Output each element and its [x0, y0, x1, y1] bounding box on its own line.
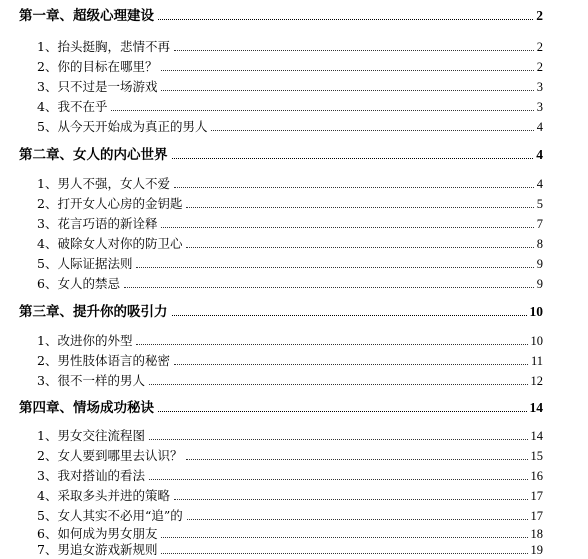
section-title: 7、男追女游戏新规则 [37, 542, 158, 557]
dot-leader [124, 287, 534, 288]
section-title: 2、你的目标在哪里？ [37, 59, 158, 74]
section-title: 5、女人其实不必用“追”的 [37, 508, 183, 523]
section-title: 3、只不过是一场游戏 [37, 79, 158, 94]
toc-section[interactable] [0, 232, 588, 252]
chapter-title: 第一章、超级心理建设 [19, 8, 154, 24]
page-number: 2 [536, 40, 543, 54]
toc-section[interactable] [0, 464, 588, 484]
section-title: 1、改进你的外型 [37, 333, 133, 348]
toc-section[interactable] [0, 349, 588, 369]
dot-leader [158, 411, 527, 412]
chapter-title: 第三章、提升你的吸引力 [19, 304, 168, 320]
section-title: 2、女人要到哪里去认识？ [37, 448, 183, 463]
page-number: 18 [530, 527, 543, 541]
dot-leader [174, 364, 528, 365]
page-number: 10 [529, 304, 543, 319]
page-number: 17 [530, 489, 543, 503]
toc-section[interactable] [0, 444, 588, 464]
dot-leader [186, 459, 527, 460]
dot-leader [111, 110, 533, 111]
toc-section[interactable] [0, 504, 588, 524]
page-number: 2 [536, 60, 543, 74]
dot-leader [136, 344, 527, 345]
dot-leader [149, 439, 528, 440]
toc-section[interactable] [0, 424, 588, 444]
chapter-title: 第二章、女人的内心世界 [19, 147, 168, 163]
section-title: 1、抬头挺胸，悲情不再 [37, 39, 170, 54]
dot-leader [187, 519, 528, 520]
toc-chapter-2[interactable] [0, 143, 588, 163]
section-title: 4、我不在乎 [37, 99, 108, 114]
section-title: 3、很不一样的男人 [37, 373, 145, 388]
page-number: 5 [536, 197, 543, 211]
page-number: 8 [536, 237, 543, 251]
dot-leader [149, 479, 528, 480]
page-number: 3 [536, 80, 543, 94]
dot-leader [161, 553, 527, 554]
toc-section[interactable] [0, 115, 588, 135]
dot-leader [186, 247, 533, 248]
toc-section[interactable] [0, 272, 588, 292]
section-title: 3、花言巧语的新诠释 [37, 216, 158, 231]
page-number: 7 [536, 217, 543, 231]
dot-leader [174, 499, 528, 500]
page-number: 9 [536, 277, 543, 291]
toc-section[interactable] [0, 484, 588, 504]
page-number: 19 [530, 543, 543, 557]
page-number: 9 [536, 257, 543, 271]
page-number: 10 [530, 334, 543, 348]
page-number: 4 [536, 147, 543, 162]
toc-section[interactable] [0, 192, 588, 212]
page-number: 16 [530, 469, 543, 483]
page-number: 11 [530, 354, 543, 368]
toc-section[interactable] [0, 538, 588, 558]
dot-leader [149, 384, 528, 385]
section-title: 6、如何成为男女朋友 [37, 526, 158, 541]
section-title: 3、我对搭讪的看法 [37, 468, 145, 483]
toc-section[interactable] [0, 55, 588, 75]
dot-leader [186, 207, 533, 208]
page-number: 12 [530, 374, 543, 388]
toc-section[interactable] [0, 329, 588, 349]
dot-leader [161, 227, 533, 228]
section-title: 1、男女交往流程图 [37, 428, 145, 443]
dot-leader [136, 267, 533, 268]
dot-leader [161, 90, 533, 91]
dot-leader [174, 187, 534, 188]
dot-leader [172, 158, 534, 159]
toc-chapter-1[interactable] [0, 4, 588, 24]
page-number: 3 [536, 100, 543, 114]
toc-section[interactable] [0, 369, 588, 389]
page-number: 14 [529, 400, 543, 415]
dot-leader [158, 19, 533, 20]
toc-chapter-3[interactable] [0, 300, 588, 320]
toc-section[interactable] [0, 172, 588, 192]
section-title: 4、破除女人对你的防卫心 [37, 236, 183, 251]
page-number: 2 [536, 8, 543, 23]
toc-chapter-4[interactable] [0, 396, 588, 416]
page-number: 14 [530, 429, 543, 443]
section-title: 5、从今天开始成为真正的男人 [37, 119, 208, 134]
page-number: 4 [536, 120, 543, 134]
section-title: 6、女人的禁忌 [37, 276, 120, 291]
section-title: 2、打开女人心房的金钥匙 [37, 196, 183, 211]
page-number: 4 [536, 177, 543, 191]
section-title: 4、采取多头并进的策略 [37, 488, 170, 503]
section-title: 1、男人不强，女人不爱 [37, 176, 170, 191]
section-title: 2、男性肢体语言的秘密 [37, 353, 170, 368]
toc-section[interactable] [0, 75, 588, 95]
toc-section[interactable] [0, 252, 588, 272]
dot-leader [172, 315, 527, 316]
chapter-title: 第四章、情场成功秘诀 [19, 400, 154, 416]
dot-leader [161, 70, 533, 71]
toc-section[interactable] [0, 212, 588, 232]
dot-leader [174, 50, 534, 51]
toc-section[interactable] [0, 35, 588, 55]
page-number: 17 [530, 509, 543, 523]
page-number: 15 [530, 449, 543, 463]
toc-section[interactable] [0, 95, 588, 115]
dot-leader [211, 130, 533, 131]
section-title: 5、人际证据法则 [37, 256, 133, 271]
